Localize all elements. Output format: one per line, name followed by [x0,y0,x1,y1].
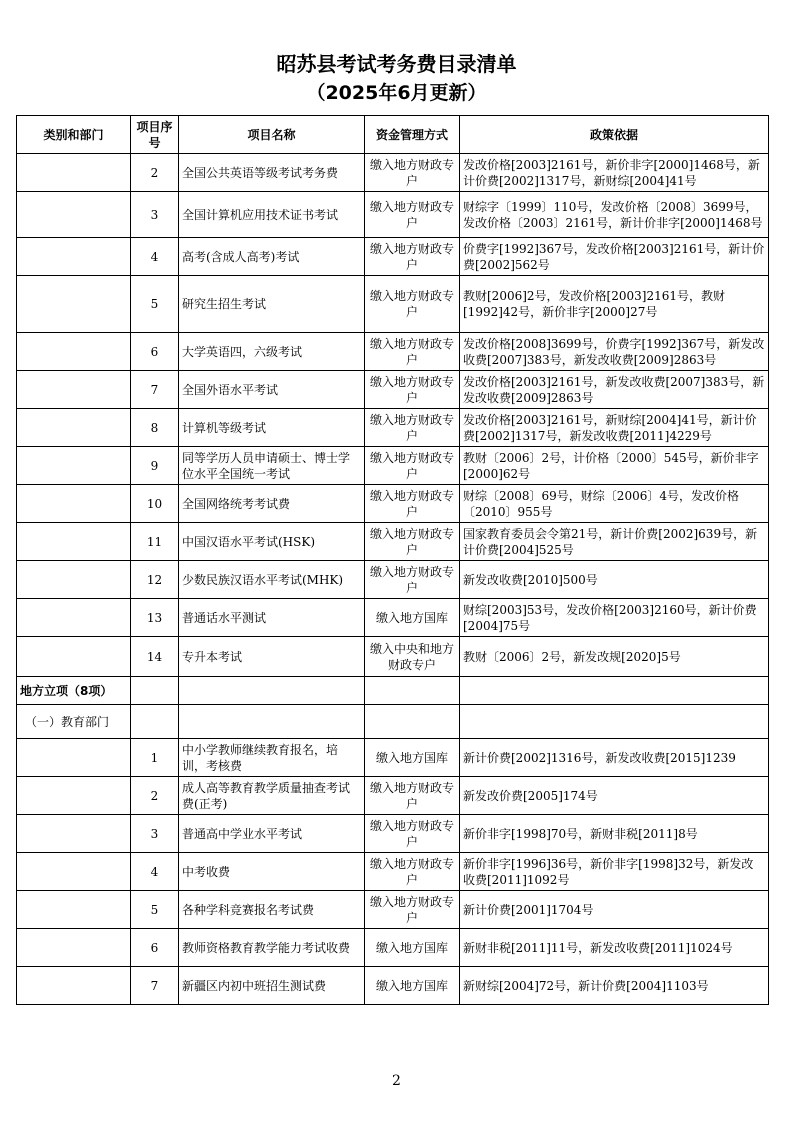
item-no-cell: 2 [131,154,179,192]
policy-basis-cell: 新计价费[2002]1316号，新发改收费[2015]1239 [460,739,769,777]
category-cell [17,599,131,637]
item-name-cell: 同等学历人员申请硕士、博士学位水平全国统一考试 [179,447,365,485]
fund-management-cell: 缴入地方财政专户 [365,853,460,891]
table-header-row [17,116,769,154]
item-no-cell: 7 [131,371,179,409]
item-name-cell: 全国公共英语等级考试考务费 [179,154,365,192]
category-cell [17,967,131,1005]
table-row [17,815,769,853]
policy-basis-cell: 新财非税[2011]11号，新发改收费[2011]1024号 [460,929,769,967]
item-no-cell: 4 [131,238,179,276]
item-name-cell: 新疆区内初中班招生测试费 [179,967,365,1005]
table-row [17,891,769,929]
fund-management-cell: 缴入地方财政专户 [365,777,460,815]
item-no-cell: 11 [131,523,179,561]
policy-basis-cell: 教财〔2006〕2号，新发改规[2020]5号 [460,637,769,677]
header-fund-management: 资金管理方式 [365,116,460,154]
table-row [17,929,769,967]
item-name-cell: 各种学科竞赛报名考试费 [179,891,365,929]
category-cell [17,777,131,815]
policy-basis-cell: 新发改收费[2010]500号 [460,561,769,599]
policy-basis-cell: 财综[2003]53号，发改价格[2003]2160号，新计价费[2004]75号 [460,599,769,637]
policy-basis-cell: 新发改价费[2005]174号 [460,777,769,815]
item-name-cell: 成人高等教育教学质量抽查考试费(正考) [179,777,365,815]
category-cell [17,154,131,192]
table-row [17,523,769,561]
item-name-cell: 全国网络统考考试费 [179,485,365,523]
category-cell [17,238,131,276]
header-category: 类别和部门 [17,116,131,154]
table-row [17,276,769,333]
item-name-cell: 高考(含成人高考)考试 [179,238,365,276]
item-no-cell: 9 [131,447,179,485]
fund-management-cell: 缴入地方国库 [365,599,460,637]
item-no-cell: 4 [131,853,179,891]
item-name-cell: 少数民族汉语水平考试(MHK) [179,561,365,599]
table-row [17,154,769,192]
fund-management-cell: 缴入地方财政专户 [365,238,460,276]
policy-basis-cell: 新价非字[1998]70号，新财非税[2011]8号 [460,815,769,853]
header-item-name: 项目名称 [179,116,365,154]
table-row [17,238,769,276]
category-cell [17,637,131,677]
item-no-cell: 12 [131,561,179,599]
section-row-education [17,705,769,739]
section-label-education: （一）教育部门 [17,705,131,739]
policy-basis-cell: 教财[2006]2号，发改价格[2003]2161号，教财[1992]42号，新价非字[2000]27号 [460,276,769,333]
fund-management-cell: 缴入地方财政专户 [365,523,460,561]
fund-management-cell: 缴入地方国库 [365,967,460,1005]
table-row [17,599,769,637]
category-cell [17,333,131,371]
page-subtitle: （2025年6月更新） [306,82,487,104]
empty-cell [179,705,365,739]
category-cell [17,815,131,853]
item-no-cell: 13 [131,599,179,637]
item-name-cell: 教师资格教育教学能力考试收费 [179,929,365,967]
category-cell [17,739,131,777]
category-cell [17,929,131,967]
fund-management-cell: 缴入地方财政专户 [365,447,460,485]
item-no-cell: 5 [131,891,179,929]
fund-management-cell: 缴入地方财政专户 [365,891,460,929]
fund-management-cell: 缴入地方财政专户 [365,815,460,853]
policy-basis-cell: 新计价费[2001]1704号 [460,891,769,929]
item-name-cell: 研究生招生考试 [179,276,365,333]
item-no-cell: 14 [131,637,179,677]
category-cell [17,371,131,409]
table-row [17,853,769,891]
table-row [17,967,769,1005]
category-cell [17,853,131,891]
policy-basis-cell: 教财〔2006〕2号，计价格〔2000〕545号，新价非字[2000]62号 [460,447,769,485]
empty-cell [460,677,769,705]
item-no-cell: 5 [131,276,179,333]
fund-management-cell: 缴入地方财政专户 [365,409,460,447]
empty-cell [131,677,179,705]
category-cell [17,409,131,447]
item-no-cell: 7 [131,967,179,1005]
item-name-cell: 大学英语四，六级考试 [179,333,365,371]
fund-management-cell: 缴入地方国库 [365,929,460,967]
policy-basis-cell: 发改价格[2003]2161号，新财综[2004]41号，新计价费[2002]1317号，新发改收费[2011]4229号 [460,409,769,447]
page-number: 2 [392,1073,401,1089]
category-cell [17,523,131,561]
item-name-cell: 中国汉语水平考试(HSK) [179,523,365,561]
empty-cell [179,677,365,705]
fund-management-cell: 缴入地方财政专户 [365,276,460,333]
policy-basis-cell: 发改价格[2003]2161号，新价非字[2000]1468号，新计价费[2002]1317号，新财综[2004]41号 [460,154,769,192]
item-no-cell: 3 [131,192,179,238]
table-row [17,739,769,777]
item-name-cell: 计算机等级考试 [179,409,365,447]
category-cell [17,485,131,523]
item-no-cell: 8 [131,409,179,447]
item-name-cell: 中考收费 [179,853,365,891]
fund-management-cell: 缴入地方财政专户 [365,485,460,523]
policy-basis-cell: 发改价格[2008]3699号，价费字[1992]367号，新发改收费[2007]383号，新发改收费[2009]2863号 [460,333,769,371]
category-cell [17,447,131,485]
table-row [17,333,769,371]
category-cell [17,561,131,599]
item-name-cell: 全国计算机应用技术证书考试 [179,192,365,238]
fund-management-cell: 缴入地方财政专户 [365,154,460,192]
empty-cell [460,705,769,739]
item-name-cell: 普通话水平测试 [179,599,365,637]
empty-cell [365,677,460,705]
header-policy-basis: 政策依据 [460,116,769,154]
item-no-cell: 6 [131,929,179,967]
table-row [17,485,769,523]
fund-management-cell: 缴入地方财政专户 [365,192,460,238]
fund-management-cell: 缴入中央和地方财政专户 [365,637,460,677]
policy-basis-cell: 财综〔2008〕69号，财综〔2006〕4号，发改价格〔2010〕955号 [460,485,769,523]
item-name-cell: 中小学教师继续教育报名，培训，考核费 [179,739,365,777]
section-label-local: 地方立项（8项） [17,677,131,705]
table-row [17,561,769,599]
category-cell [17,891,131,929]
policy-basis-cell: 国家教育委员会令第21号，新计价费[2002]639号，新计价费[2004]525号 [460,523,769,561]
item-no-cell: 6 [131,333,179,371]
fund-management-cell: 缴入地方财政专户 [365,333,460,371]
policy-basis-cell: 财综字〔1999〕110号，发改价格〔2008〕3699号，发改价格〔2003〕2161号，新计价非字[2000]1468号 [460,192,769,238]
policy-basis-cell: 发改价格[2003]2161号，新发改收费[2007]383号，新发改收费[2009]2863号 [460,371,769,409]
table-row [17,447,769,485]
policy-basis-cell: 新财综[2004]72号，新计价费[2004]1103号 [460,967,769,1005]
table-row [17,192,769,238]
fund-management-cell: 缴入地方财政专户 [365,561,460,599]
section-row-local [17,677,769,705]
item-name-cell: 专升本考试 [179,637,365,677]
item-no-cell: 3 [131,815,179,853]
header-item-no: 项目序号 [131,116,179,154]
table-row [17,371,769,409]
fee-table [16,115,769,1005]
empty-cell [365,705,460,739]
fund-management-cell: 缴入地方国库 [365,739,460,777]
item-no-cell: 1 [131,739,179,777]
policy-basis-cell: 新价非字[1996]36号，新价非字[1998]32号，新发改收费[2011]1092号 [460,853,769,891]
category-cell [17,192,131,238]
table-row [17,637,769,677]
fund-management-cell: 缴入地方财政专户 [365,371,460,409]
table-row [17,777,769,815]
empty-cell [131,705,179,739]
page-title: 昭苏县考试考务费目录清单 [276,52,517,76]
policy-basis-cell: 价费字[1992]367号，发改价格[2003]2161号，新计价费[2002]562号 [460,238,769,276]
table-row [17,409,769,447]
category-cell [17,276,131,333]
item-name-cell: 全国外语水平考试 [179,371,365,409]
item-no-cell: 10 [131,485,179,523]
item-name-cell: 普通高中学业水平考试 [179,815,365,853]
item-no-cell: 2 [131,777,179,815]
